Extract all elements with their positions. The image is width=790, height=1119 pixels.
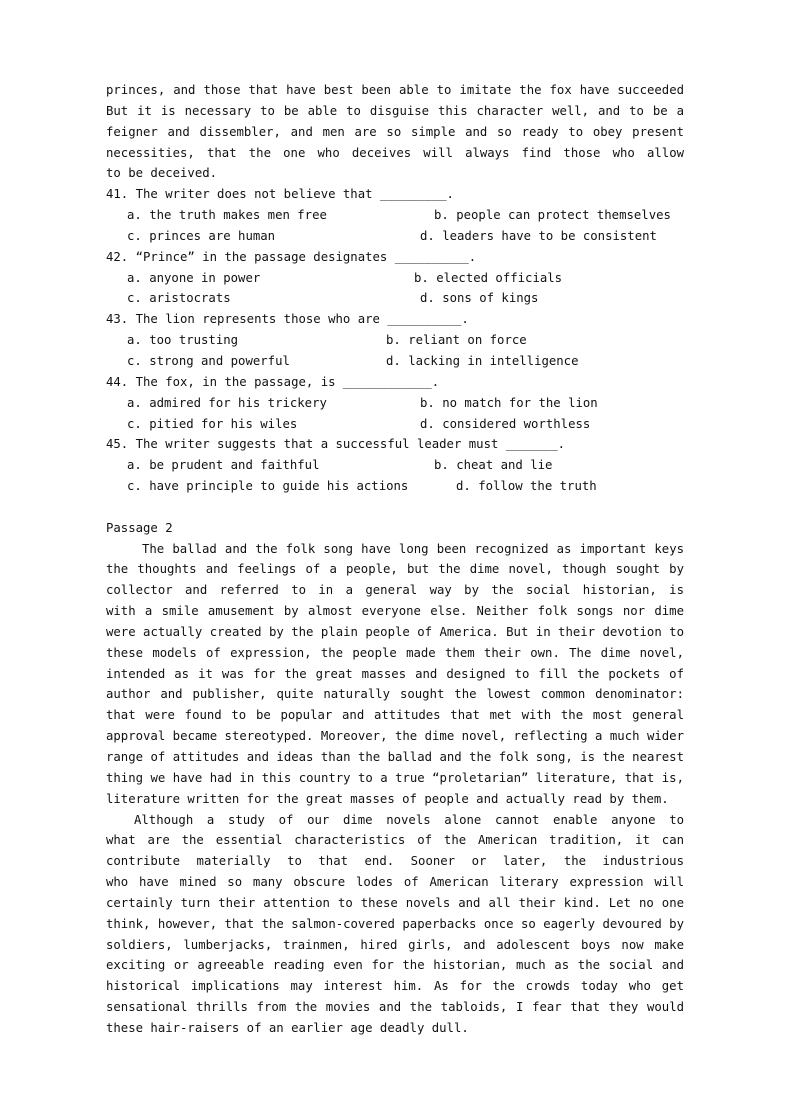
question-45 xyxy=(106,434,684,497)
passage-2-title: Passage 2 xyxy=(106,520,173,535)
text-line: collector and referred to in a general way by the social historian, is xyxy=(106,583,684,598)
options-row xyxy=(106,226,684,247)
question-43 xyxy=(106,309,684,372)
text-line: were actually created by the plain people of America. But in their devotion to xyxy=(106,624,684,639)
option-c[interactable]: c. have principle to guide his actions xyxy=(127,479,409,494)
text-line: intended as it was for the great masses and designed to fill the pockets of xyxy=(106,666,684,681)
document-page xyxy=(106,80,684,1039)
option-a[interactable]: a. anyone in power xyxy=(127,270,261,285)
options-row xyxy=(106,330,684,351)
passage-1-ending xyxy=(106,80,684,184)
question-stem: 42. “Prince” in the passage designates __________. xyxy=(106,249,477,264)
option-a[interactable]: a. admired for his trickery xyxy=(127,395,327,410)
text-line: what are the essential characteristics of the American tradition, it can xyxy=(106,833,684,848)
option-b[interactable]: b. reliant on force xyxy=(386,333,527,348)
option-d[interactable]: d. leaders have to be consistent xyxy=(420,228,657,243)
text-line: who have mined so many obscure lodes of American literary expression will xyxy=(106,875,684,890)
text-line: with a smile amusement by almost everyone else. Neither folk songs nor dime xyxy=(106,604,684,619)
options-row xyxy=(106,455,684,476)
question-stem: 43. The lion represents those who are __________. xyxy=(106,312,469,327)
question-stem: 44. The fox, in the passage, is ____________. xyxy=(106,374,440,389)
option-a[interactable]: a. the truth makes men free xyxy=(127,208,327,223)
text-line: Although a study of our dime novels alone cannot enable anyone to xyxy=(134,812,684,827)
option-b[interactable]: b. no match for the lion xyxy=(420,395,598,410)
text-line: The ballad and the folk song have long been recognized as important keys xyxy=(142,541,684,556)
options-row xyxy=(106,268,684,289)
text-line: certainly turn their attention to these novels and all their kind. Let no one xyxy=(106,895,684,910)
options-row xyxy=(106,351,684,372)
options-row xyxy=(106,288,684,309)
options-row xyxy=(106,393,684,414)
option-d[interactable]: d. considered worthless xyxy=(420,416,591,431)
text-line: these models of expression, the people made them their own. The dime novel, xyxy=(106,645,684,660)
text-line: that were found to be popular and attitudes that met with the most general xyxy=(106,708,684,723)
question-41 xyxy=(106,184,684,247)
options-row xyxy=(106,205,684,226)
text-line: princes, and those that have best been able to imitate the fox have succeeded xyxy=(106,83,684,97)
text-line: necessities, that the one who deceives will always find those who allow xyxy=(106,145,684,160)
option-d[interactable]: d. lacking in intelligence xyxy=(386,353,579,368)
text-line: contribute materially to that end. Sooner or later, the industrious xyxy=(106,854,684,869)
option-c[interactable]: c. strong and powerful xyxy=(127,353,290,368)
passage-2-paragraph-1 xyxy=(106,539,684,810)
text-line: soldiers, lumberjacks, trainmen, hired girls, and adolescent boys now make xyxy=(106,937,684,952)
text-line: feigner and dissembler, and men are so simple and so ready to obey present xyxy=(106,124,684,139)
option-b[interactable]: b. people can protect themselves xyxy=(434,208,671,223)
options-row xyxy=(106,476,684,497)
text-line: think, however, that the salmon-covered paperbacks once so eagerly devoured by xyxy=(106,916,684,931)
option-a[interactable]: a. too trusting xyxy=(127,333,239,348)
option-c[interactable]: c. princes are human xyxy=(127,228,276,243)
text-line: the thoughts and feelings of a people, but the dime novel, though sought by xyxy=(106,562,684,577)
text-line: approval became stereotyped. Moreover, the dime novel, reflecting a much wider xyxy=(106,729,684,744)
question-44 xyxy=(106,372,684,435)
text-line: sensational thrills from the movies and the tabloids, I fear that they would xyxy=(106,1000,684,1015)
text-line: to be deceived. xyxy=(106,166,218,181)
options-row xyxy=(106,414,684,435)
question-stem: 45. The writer suggests that a successful leader must _______. xyxy=(106,437,566,452)
text-line: But it is necessary to be able to disguise this character well, and to be a xyxy=(106,103,684,118)
text-line: literature written for the great masses of people and actually read by them. xyxy=(106,791,669,806)
option-c[interactable]: c. pitied for his wiles xyxy=(127,416,298,431)
option-a[interactable]: a. be prudent and faithful xyxy=(127,458,320,473)
option-d[interactable]: d. follow the truth xyxy=(456,479,597,494)
text-line: exciting or agreeable reading even for the historian, much as the social and xyxy=(106,958,684,973)
passage-2-paragraph-2 xyxy=(106,810,684,1039)
option-b[interactable]: b. elected officials xyxy=(414,270,563,285)
option-b[interactable]: b. cheat and lie xyxy=(434,458,553,473)
text-line: historical implications may interest him. As for the crowds today who get xyxy=(106,979,684,994)
question-42 xyxy=(106,247,684,310)
text-line: range of attitudes and ideas than the ballad and the folk song, is the nearest xyxy=(106,750,684,764)
text-line: these hair-raisers of an earlier age deadly dull. xyxy=(106,1020,469,1035)
question-stem: 41. The writer does not believe that _________. xyxy=(106,187,454,202)
text-line: author and publisher, quite naturally sought the lowest common denominator: xyxy=(106,687,684,702)
questions xyxy=(106,184,684,497)
text-line: thing we have had in this country to a true “proletarian” literature, that is, xyxy=(106,770,684,785)
option-d[interactable]: d. sons of kings xyxy=(420,291,539,306)
option-c[interactable]: c. aristocrats xyxy=(127,291,231,306)
